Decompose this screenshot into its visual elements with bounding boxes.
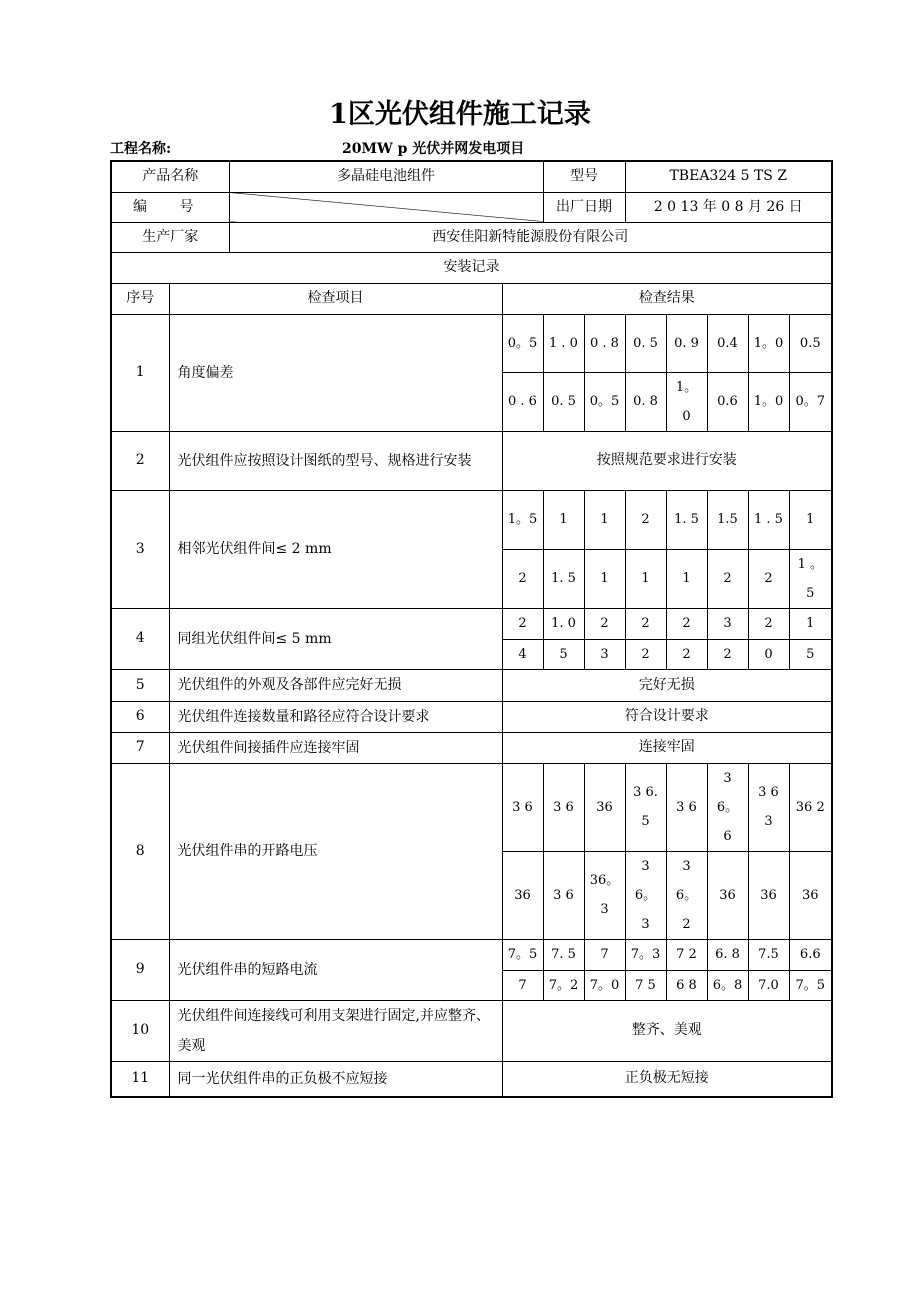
construction-record-table [110,160,833,1098]
row-9-value: 7.5 [748,939,789,970]
row-11-item: 同一光伏组件串的正负极不应短接 [169,1061,502,1097]
page-title: 1区光伏组件施工记录 [329,99,591,130]
row-9-no: 9 [111,939,169,1000]
row-8-value: 36 2 [789,763,832,851]
header-result: 检查结果 [502,283,832,314]
row-10-item: 光伏组件间连接线可利用支架进行固定,并应整齐、美观 [169,1000,502,1061]
row-4-value: 2 [625,639,666,669]
row-4-value: 2 [748,608,789,639]
row-4-value: 2 [707,639,748,669]
row-4-value: 2 [666,639,707,669]
row-8-value: 36。3 [584,851,625,939]
row-5-result: 完好无损 [502,669,832,701]
row-9-value: 6。8 [707,970,748,1000]
row-4-value: 3 [584,639,625,669]
row-7-no: 7 [111,732,169,763]
row-3-no: 3 [111,490,169,608]
row-4-value: 2 [584,608,625,639]
row-9-value: 6 8 [666,970,707,1000]
row-9-value: 7。3 [625,939,666,970]
row-1-value: 0。7 [789,372,832,431]
row-8-value: 3 6 [502,763,543,851]
row-2-result: 按照规范要求进行安装 [502,431,832,490]
row-3-value: 2 [707,549,748,608]
row-9-value: 7 2 [666,939,707,970]
row-3-value: 1 [789,490,832,549]
row-3-value: 1.5 [707,490,748,549]
row-1-value: 0. 9 [666,314,707,372]
project-label: 工程名称: [110,141,172,157]
date-value: 2 0 13 年 0 8 月 26 日 [625,192,832,222]
row-3-value: 2 [625,490,666,549]
row-9-value: 7。5 [502,939,543,970]
row-8-value: 3 6 [543,851,584,939]
row-8-value: 3 6。 6 [707,763,748,851]
row-9-item: 光伏组件串的短路电流 [169,939,502,1000]
row-4-value: 5 [543,639,584,669]
row-5-no: 5 [111,669,169,701]
row-9-value: 7。2 [543,970,584,1000]
project-name: 20MW p 光伏并网发电项目 [342,141,525,157]
row-4-value: 0 [748,639,789,669]
product-name-value: 多晶硅电池组件 [229,161,543,192]
row-3-value: 2 [748,549,789,608]
row-9-value: 7 5 [625,970,666,1000]
row-11-result: 正负极无短接 [502,1061,832,1097]
row-8-value: 3 6 3 [748,763,789,851]
row-1-value: 1。0 [748,314,789,372]
row-9-value: 6. 8 [707,939,748,970]
row-1-value: 1。0 [748,372,789,431]
row-1-value: 0. 5 [625,314,666,372]
row-3-value: 1 . 5 [748,490,789,549]
row-9-value: 7. 5 [543,939,584,970]
model-value: TBEA324 5 TS Z [625,161,832,192]
row-4-value: 4 [502,639,543,669]
row-3-value: 1. 5 [666,490,707,549]
row-3-value: 1 [584,490,625,549]
row-4-value: 2 [666,608,707,639]
row-3-value: 1 [543,490,584,549]
row-9-value: 7.0 [748,970,789,1000]
row-8-value: 36 [748,851,789,939]
serial-value-empty [229,192,543,222]
row-1-value: 0.5 [789,314,832,372]
maker-value: 西安佳阳新特能源股份有限公司 [229,222,832,252]
section-title: 安装记录 [111,252,832,283]
header-seq: 序号 [111,283,169,314]
row-9-value: 6.6 [789,939,832,970]
row-4-value: 1 [789,608,832,639]
row-7-item: 光伏组件间接插件应连接牢固 [169,732,502,763]
header-item: 检查项目 [169,283,502,314]
row-3-value: 1 [625,549,666,608]
row-4-no: 4 [111,608,169,669]
row-9-value: 7。0 [584,970,625,1000]
row-6-item: 光伏组件连接数量和路径应符合设计要求 [169,701,502,732]
row-1-value: 0. 5 [543,372,584,431]
row-7-result: 连接牢固 [502,732,832,763]
row-10-no: 10 [111,1000,169,1061]
product-name-label: 产品名称 [111,161,229,192]
row-5-item: 光伏组件的外观及各部件应完好无损 [169,669,502,701]
row-8-value: 3 6 [543,763,584,851]
row-8-value: 36 [789,851,832,939]
row-9-value: 7 [502,970,543,1000]
row-4-value: 1. 0 [543,608,584,639]
row-8-no: 8 [111,763,169,939]
row-1-value: 0.6 [707,372,748,431]
maker-label: 生产厂家 [111,222,229,252]
row-11-no: 11 [111,1061,169,1097]
row-1-no: 1 [111,314,169,431]
row-3-value: 1 [584,549,625,608]
row-3-value: 1. 5 [543,549,584,608]
row-8-item: 光伏组件串的开路电压 [169,763,502,939]
row-3-value: 2 [502,549,543,608]
row-2-no: 2 [111,431,169,490]
row-1-value: 0 . 8 [584,314,625,372]
row-1-value: 0. 8 [625,372,666,431]
row-3-value: 1。5 [502,490,543,549]
row-4-item: 同组光伏组件间≤ 5 mm [169,608,502,669]
row-8-value: 3 6。 3 [625,851,666,939]
row-4-value: 5 [789,639,832,669]
row-9-value: 7。5 [789,970,832,1000]
date-label: 出厂日期 [543,192,625,222]
row-2-item: 光伏组件应按照设计图纸的型号、规格进行安装 [169,431,502,490]
row-1-item: 角度偏差 [169,314,502,431]
row-1-value: 0.4 [707,314,748,372]
row-8-value: 3 6。 2 [666,851,707,939]
row-6-no: 6 [111,701,169,732]
row-1-value: 1 . 0 [543,314,584,372]
row-1-value: 0。5 [584,372,625,431]
row-8-value: 36 [502,851,543,939]
row-6-result: 符合设计要求 [502,701,832,732]
row-4-value: 2 [502,608,543,639]
model-label: 型号 [543,161,625,192]
row-4-value: 3 [707,608,748,639]
row-1-value: 0 . 6 [502,372,543,431]
row-4-value: 2 [625,608,666,639]
serial-label: 编 号 [111,192,229,222]
row-8-value: 36 [584,763,625,851]
row-8-value: 36 [707,851,748,939]
row-3-value: 1 。 5 [789,549,832,608]
row-3-value: 1 [666,549,707,608]
row-10-result: 整齐、美观 [502,1000,832,1061]
row-8-value: 3 6.5 [625,763,666,851]
row-8-value: 3 6 [666,763,707,851]
row-1-value: 1。 0 [666,372,707,431]
row-1-value: 0。5 [502,314,543,372]
row-9-value: 7 [584,939,625,970]
row-3-item: 相邻光伏组件间≤ 2 mm [169,490,502,608]
